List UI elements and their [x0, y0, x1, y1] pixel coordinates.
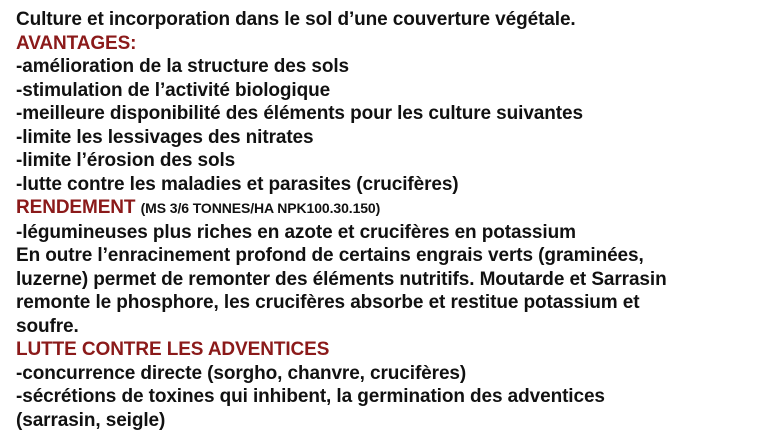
avantage-item: -limite l’érosion des sols	[16, 150, 236, 171]
avantage-item: -limite les lessivages des nitrates	[16, 126, 314, 148]
lutte-heading: LUTTE CONTRE LES ADVENTICES	[16, 339, 330, 360]
avantage-item: -meilleure disponibilité des éléments pour les culture suivantes	[16, 103, 583, 124]
rendement-item: -légumineuses plus riches en azote et crucifères en potassium	[16, 221, 576, 243]
rendement-heading-line	[16, 196, 756, 221]
avantage-item: -stimulation de l’activité biologique	[16, 79, 331, 101]
rendement-heading: RENDEMENT	[16, 197, 136, 218]
rendement-paragraph-line: remonte le phosphore, les crucifères absorbe et restitue potassium et	[16, 292, 640, 313]
avantage-item: -amélioration de la structure des sols	[16, 56, 350, 77]
rendement-subheading: (MS 3/6 TONNES/HA NPK100.30.150)	[140, 200, 381, 216]
rendement-paragraph-line: En outre l’enracinement profond de certains engrais verts (graminées,	[16, 245, 644, 266]
avantages-heading: AVANTAGES:	[16, 32, 137, 54]
intro-line: Culture et incorporation dans le sol d’une couverture végétale.	[16, 9, 576, 30]
avantage-item: -lutte contre les maladies et parasites (crucifères)	[16, 173, 459, 195]
rendement-paragraph-line: soufre.	[16, 315, 79, 337]
document-body	[16, 8, 756, 432]
lutte-item: -sécrétions de toxines qui inhibent, la germination des adventices	[16, 386, 605, 407]
lutte-item: (sarrasin, seigle)	[16, 409, 166, 431]
lutte-item: -concurrence directe (sorgho, chanvre, crucifères)	[16, 362, 467, 384]
rendement-paragraph-line: luzerne) permet de remonter des éléments nutritifs. Moutarde et Sarrasin	[16, 268, 667, 290]
